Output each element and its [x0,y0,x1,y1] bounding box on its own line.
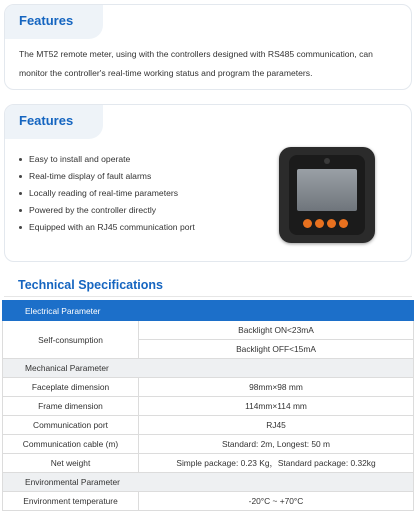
feature-item-label: Real-time display of fault alarms [29,171,152,181]
value-cell: 114mm×114 mm [139,397,414,416]
feature-item [19,219,195,236]
table-row [3,492,414,511]
specs-title: Technical Specifications [18,278,163,292]
device-screen [297,169,357,211]
features-list [19,151,195,236]
device-button [303,219,312,228]
feature-item [19,202,195,219]
device-button [339,219,348,228]
bullet-icon [19,158,22,161]
bullet-icon [19,226,22,229]
param-cell: Faceplate dimension [3,378,139,397]
electrical-section-header [3,301,414,321]
remote-meter-image [279,147,375,243]
table-row [3,416,414,435]
value-cell: 98mm×98 mm [139,378,414,397]
value-cell: Simple package: 0.23 Kg，Standard package: 0.32kg [139,454,414,473]
value-cell: RJ45 [139,416,414,435]
mechanical-section-header [3,359,414,378]
specs-table [2,300,414,511]
feature-item [19,185,195,202]
feature-item-label: Powered by the controller directly [29,205,157,215]
features-card [4,104,412,262]
value-cell: -20°C ~ +70°C [139,492,414,511]
param-cell: Frame dimension [3,397,139,416]
mechanical-header: Mechanical Parameter [3,359,414,378]
feature-item-label: Locally reading of real-time parameters [29,188,179,198]
param-cell: Environment temperature [3,492,139,511]
electrical-header: Electrical Parameter [3,301,414,321]
feature-item [19,151,195,168]
specs-divider [4,296,412,297]
table-row [3,435,414,454]
param-cell: Communication port [3,416,139,435]
intro-description: The MT52 remote meter, using with the controllers designed with RS485 communication, can monitor the controller's real-time working status and program the parameters. [19,49,373,78]
param-cell: Net weight [3,454,139,473]
device-faceplate [289,155,365,235]
bullet-icon [19,209,22,212]
bullet-icon [19,192,22,195]
environmental-section-header [3,473,414,492]
bullet-icon [19,175,22,178]
backlight-on-value: Backlight ON<23mA [139,321,414,340]
device-button [315,219,324,228]
feature-item [19,168,195,185]
feature-item-label: Equipped with an RJ45 communication port [29,222,195,232]
param-cell: Communication cable (m) [3,435,139,454]
table-row [3,378,414,397]
self-consumption-label: Self-consumption [3,321,139,359]
backlight-off-value: Backlight OFF<15mA [139,340,414,359]
intro-card [4,4,412,90]
feature-item-label: Easy to install and operate [29,154,131,164]
device-buttons [303,219,348,228]
table-row [3,397,414,416]
features-title: Features [19,113,74,128]
table-row [3,454,414,473]
value-cell: Standard: 2m, Longest: 50 m [139,435,414,454]
device-sensor [324,158,330,164]
environmental-header: Environmental Parameter [3,473,414,492]
intro-title: Features [19,13,74,28]
table-row [3,321,414,340]
device-button [327,219,336,228]
